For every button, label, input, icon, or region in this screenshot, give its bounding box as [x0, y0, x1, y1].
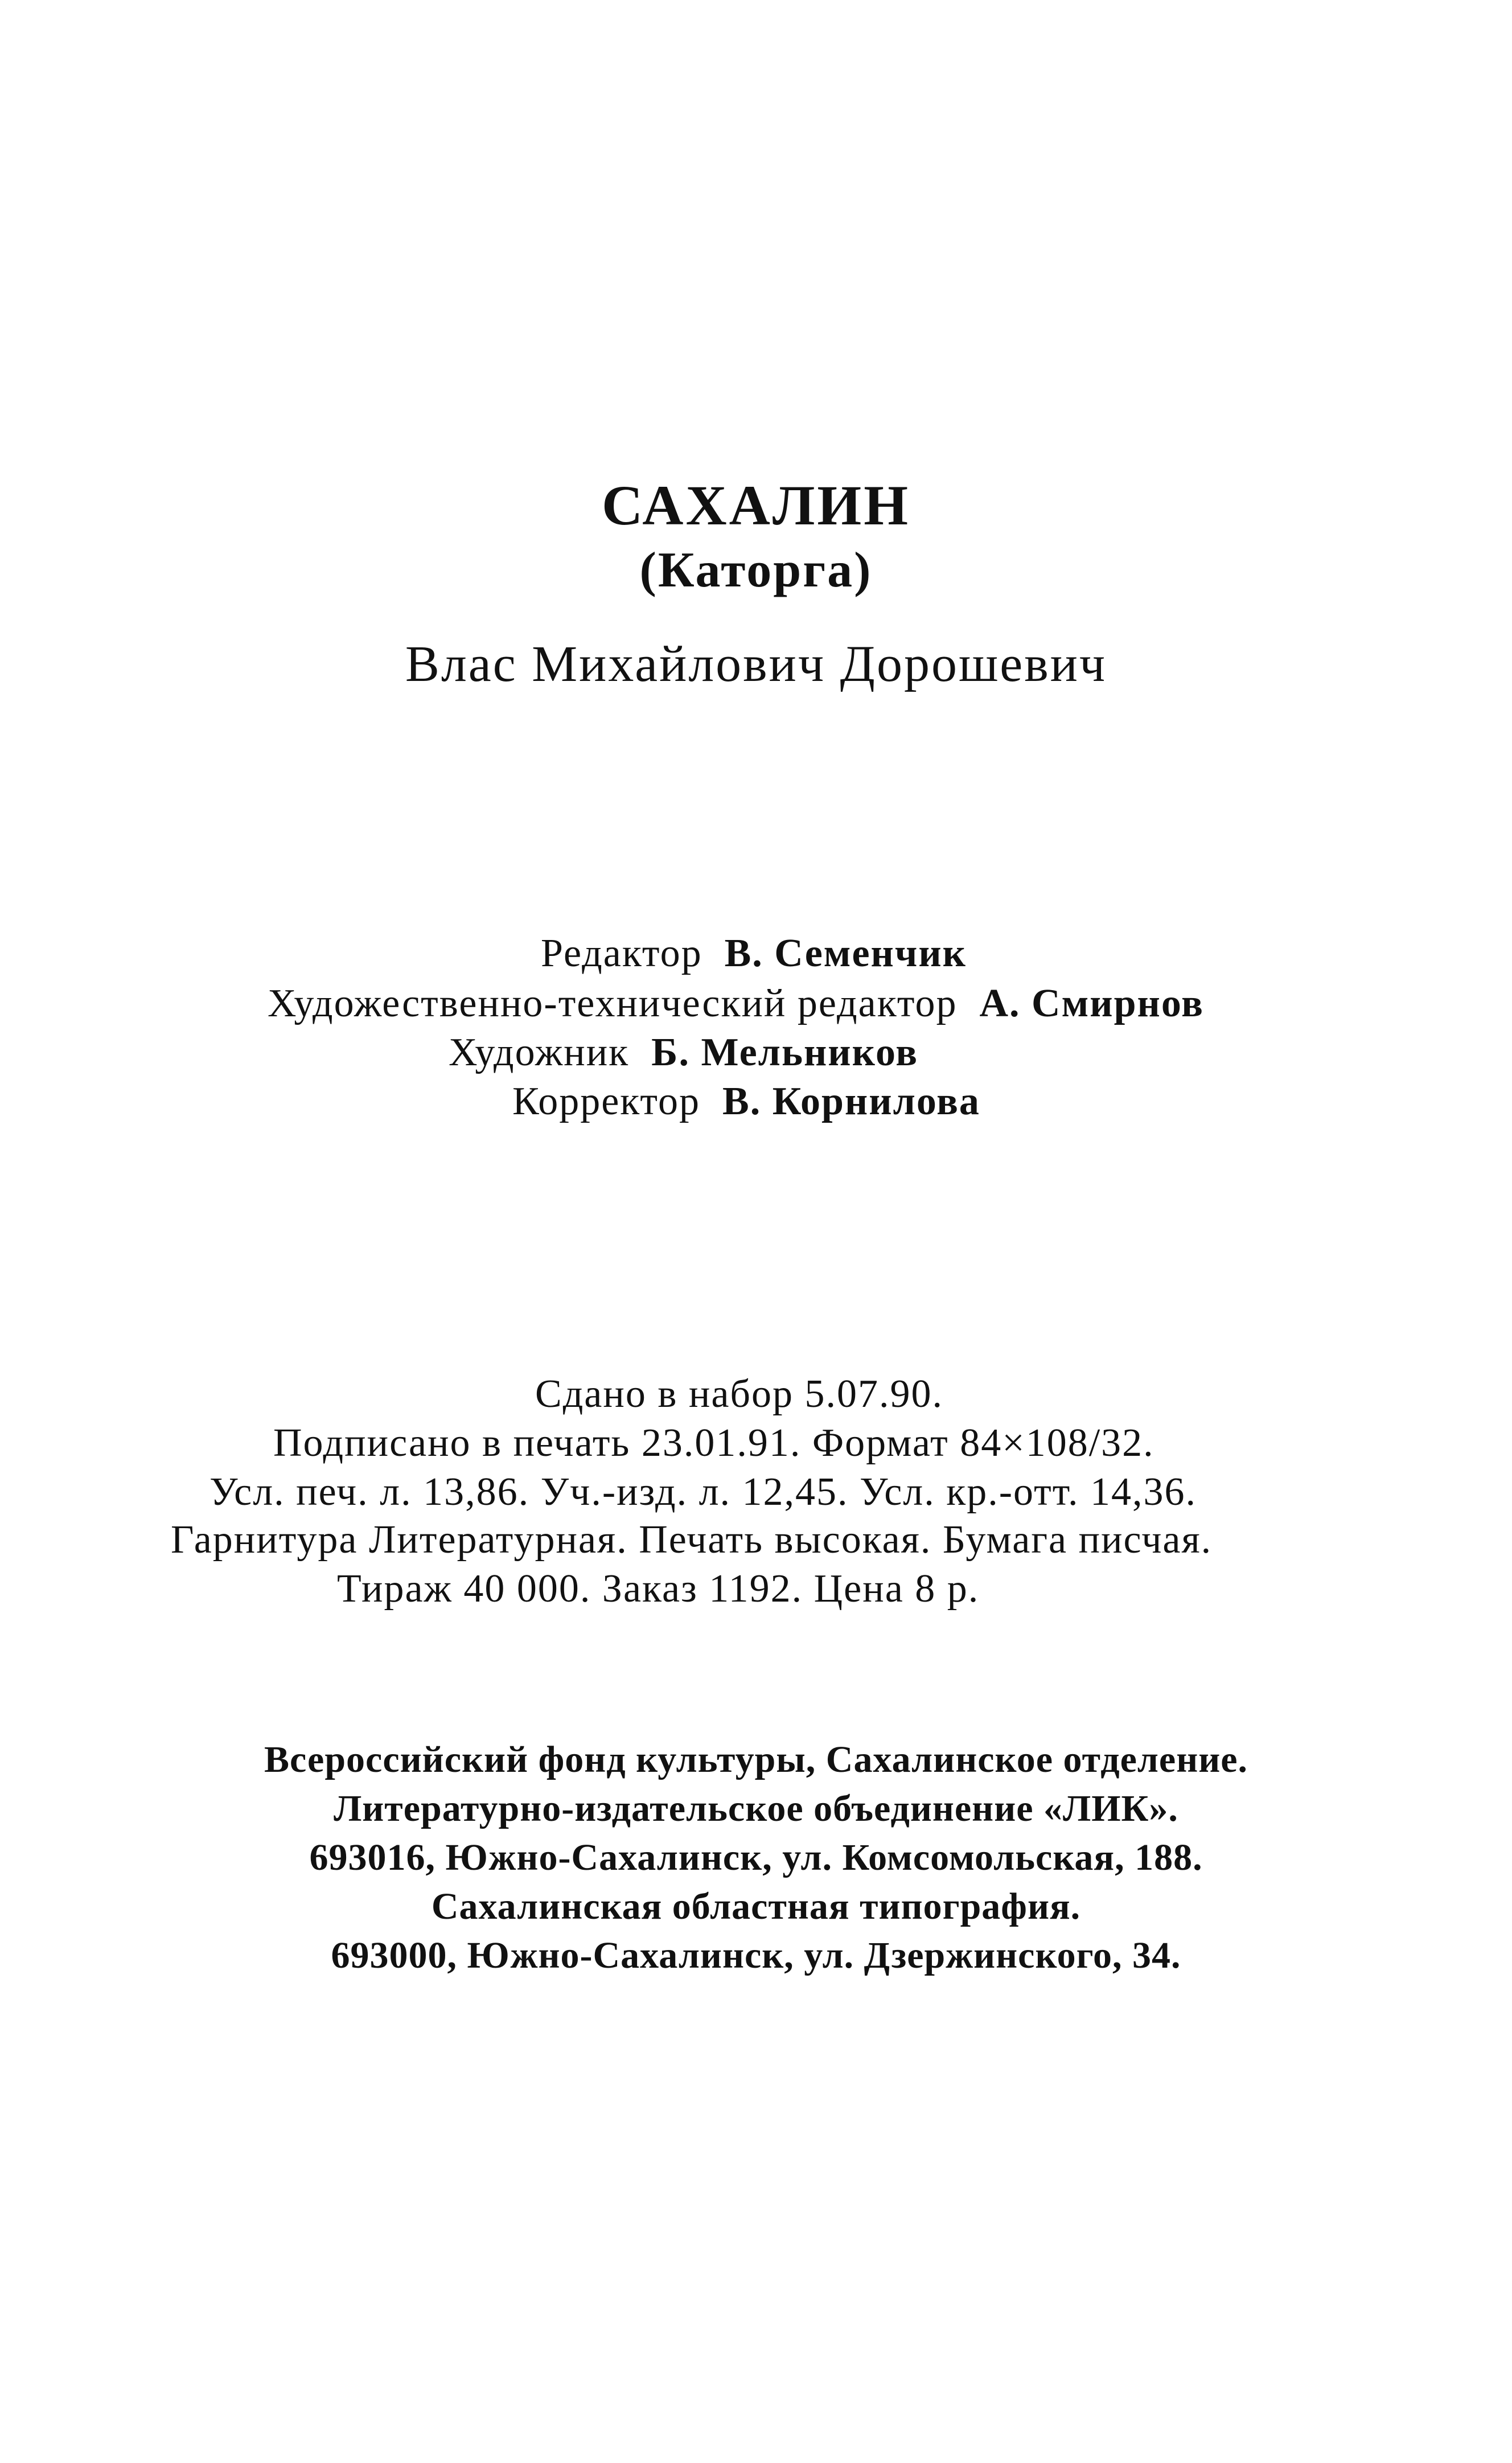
publisher-line: 693000, Южно-Сахалинск, ул. Дзержинского, 34. [331, 1935, 1181, 1976]
publisher-line: Всероссийский фонд культуры, Сахалинское отделение. [264, 1739, 1248, 1780]
credit-artist [449, 1033, 918, 1073]
credit-role: Художественно-технический редактор [268, 982, 958, 1025]
credit-role: Редактор [541, 931, 702, 975]
imprint-line: Тираж 40 000. Заказ 1192. Цена 8 р. [337, 1567, 980, 1611]
credit-name: Б. Мельников [651, 1031, 919, 1074]
credit-proofreader [512, 1079, 980, 1123]
credit-name: В. Семенчик [724, 931, 967, 975]
book-subtitle: (Каторга) [639, 543, 873, 598]
credit-name: А. Смирнов [979, 982, 1204, 1025]
publisher-line: 693016, Южно-Сахалинск, ул. Комсомольская, 188. [309, 1837, 1203, 1878]
publisher-line: Литературно-издательское объединение «ЛИК». [334, 1788, 1178, 1829]
credit-editor [541, 931, 967, 975]
publisher-line: Сахалинская областная типография. [431, 1886, 1081, 1927]
imprint-line: Усл. печ. л. 13,86. Уч.-изд. л. 12,45. Усл. кр.-отт. 14,36. [209, 1470, 1197, 1514]
book-author: Влас Михайлович Дорошевич [405, 636, 1107, 692]
book-title: САХАЛИН [602, 474, 910, 537]
imprint-line: Подписано в печать 23.01.91. Формат 84×108/32. [273, 1421, 1154, 1465]
imprint-line: Сдано в набор 5.07.90. [535, 1372, 944, 1416]
credit-name: В. Корнилова [722, 1079, 980, 1123]
credit-role: Художник [449, 1031, 630, 1074]
credit-technical-editor [268, 984, 1204, 1024]
imprint-line: Гарнитура Литературная. Печать высокая. Бумага писчая. [171, 1518, 1213, 1562]
credit-role: Корректор [512, 1079, 701, 1123]
